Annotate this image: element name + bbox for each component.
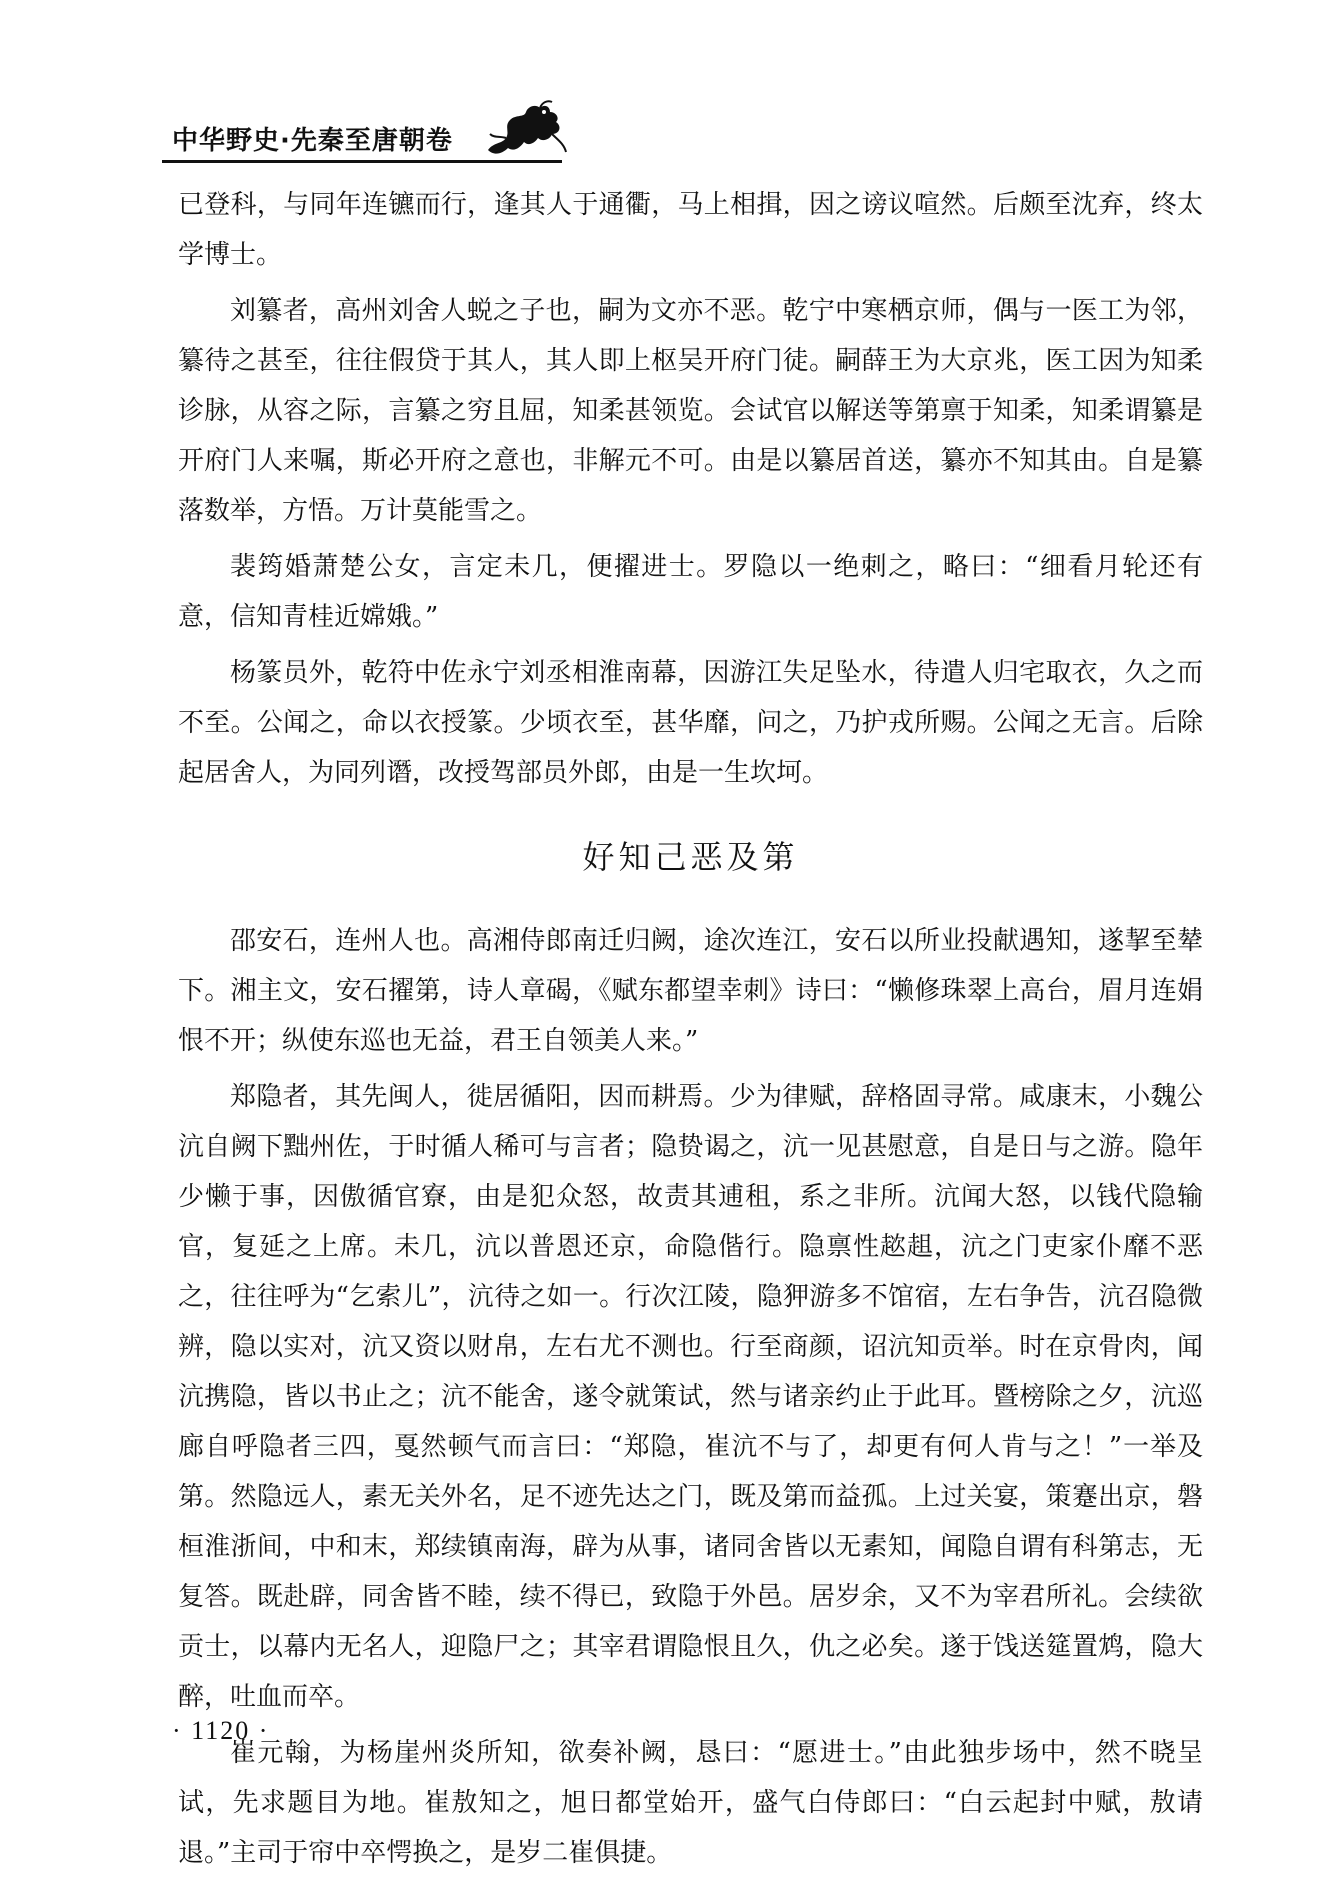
running-header bbox=[162, 98, 582, 168]
section-paragraph-1: 邵安石，连州人也。高湘侍郎南迁归阙，途次连江，安石以所业投献遇知，遂挈至辇下。湘主文，安石擢第，诗人章碣，《赋东都望幸刺》诗曰：“懒修珠翠上高台，眉月连娟恨不开；纵使东巡也无益，君王自领美人来。” bbox=[178, 926, 1203, 1056]
paragraph-4: 杨篆员外，乾符中佐永宁刘丞相淮南幕，因游江失足坠水，待遣人归宅取衣，久之而不至。公闻之，命以衣授篆。少顷衣至，甚华靡，问之，乃护戎所赐。公闻之无言。后除起居舍人，为同列谮，改授驾部员外郎，由是一生坎坷。 bbox=[178, 658, 1203, 788]
paragraph-1: 已登科，与同年连镳而行，逢其人于通衢，马上相揖，因之谤议喧然。后颇至沈弃，终太学博士。 bbox=[178, 190, 1203, 270]
dragon-icon bbox=[480, 98, 568, 162]
page-body bbox=[178, 180, 1203, 1884]
paragraph-2: 刘纂者，高州刘舍人蜕之子也，嗣为文亦不恶。乾宁中寒栖京师，偶与一医工为邻，纂待之甚至，往往假贷于其人，其人即上枢吴开府门徒。嗣薛王为大京兆，医工因为知柔诊脉，从容之际，言纂之穷且屈，知柔甚领览。会试官以解送等第禀于知柔，知柔谓纂是开府门人来嘱，斯必开府之意也，非解元不可。由是以纂居首送，纂亦不知其由。自是纂落数举，方悟。万计莫能雪之。 bbox=[178, 296, 1203, 526]
paragraph-3: 裴筠婚萧楚公女，言定未几，便擢进士。罗隐以一绝刺之，略曰：“细看月轮还有意，信知青桂近嫦娥。” bbox=[178, 552, 1203, 632]
page-number: · 1120 · bbox=[172, 1716, 270, 1745]
section-paragraph-2: 郑隐者，其先闽人，徙居循阳，因而耕焉。少为律赋，辞格固寻常。咸康末，小魏公沆自阙下黜州佐，于时循人稀可与言者；隐贽谒之，沆一见甚慰意，自是日与之游。隐年少懒于事，因傲循官寮，由是犯众怒，故责其逋租，系之非所。沆闻大怒，以钱代隐输官，复延之上席。未几，沆以普恩还京，命隐偕行。隐禀性趑趄，沆之门吏家仆靡不恶之，往往呼为“乞索儿”，沆待之如一。行次江陵，隐狎游多不馆宿，左右争告，沆召隐微辨，隐以实对，沆又资以财帛，左右尤不测也。行至商颜，诏沆知贡举。时在京骨肉，闻沆携隐，皆以书止之；沆不能舍，遂令就策试，然与诸亲约止于此耳。暨榜除之夕，沆巡廊自呼隐者三四，戛然顿气而言曰：“郑隐，崔沆不与了，却更有何人肯与之！”一举及第。然隐远人，素无关外名，足不迹先达之门，既及第而益孤。上过关宴，策蹇出京，磐桓淮浙间，中和末，郑续镇南海，辟为从事，诸同舍皆以无素知，闻隐自谓有科第志，无复答。既赴辟，同舍皆不睦，续不得已，致隐于外邑。居岁余，又不为宰君所礼。会续欲贡士，以幕内无名人，迎隐尸之；其宰君谓隐恨且久，仇之必矣。遂于饯送筵置鸩，隐大醉，吐血而卒。 bbox=[178, 1082, 1203, 1712]
header-divider bbox=[162, 160, 562, 163]
section-paragraph-3: 崔元翰，为杨崖州炎所知，欲奏补阙，恳曰：“愿进士。”由此独步场中，然不晓呈试，先求题目为地。崔敖知之，旭日都堂始开，盛气白侍郎曰：“白云起封中赋，敖请退。”主司于帘中卒愕换之，是岁二崔俱捷。 bbox=[178, 1738, 1203, 1868]
section-heading: 好知己恶及第 bbox=[582, 838, 799, 876]
book-title: 中华野史·先秦至唐朝卷 bbox=[172, 126, 453, 156]
